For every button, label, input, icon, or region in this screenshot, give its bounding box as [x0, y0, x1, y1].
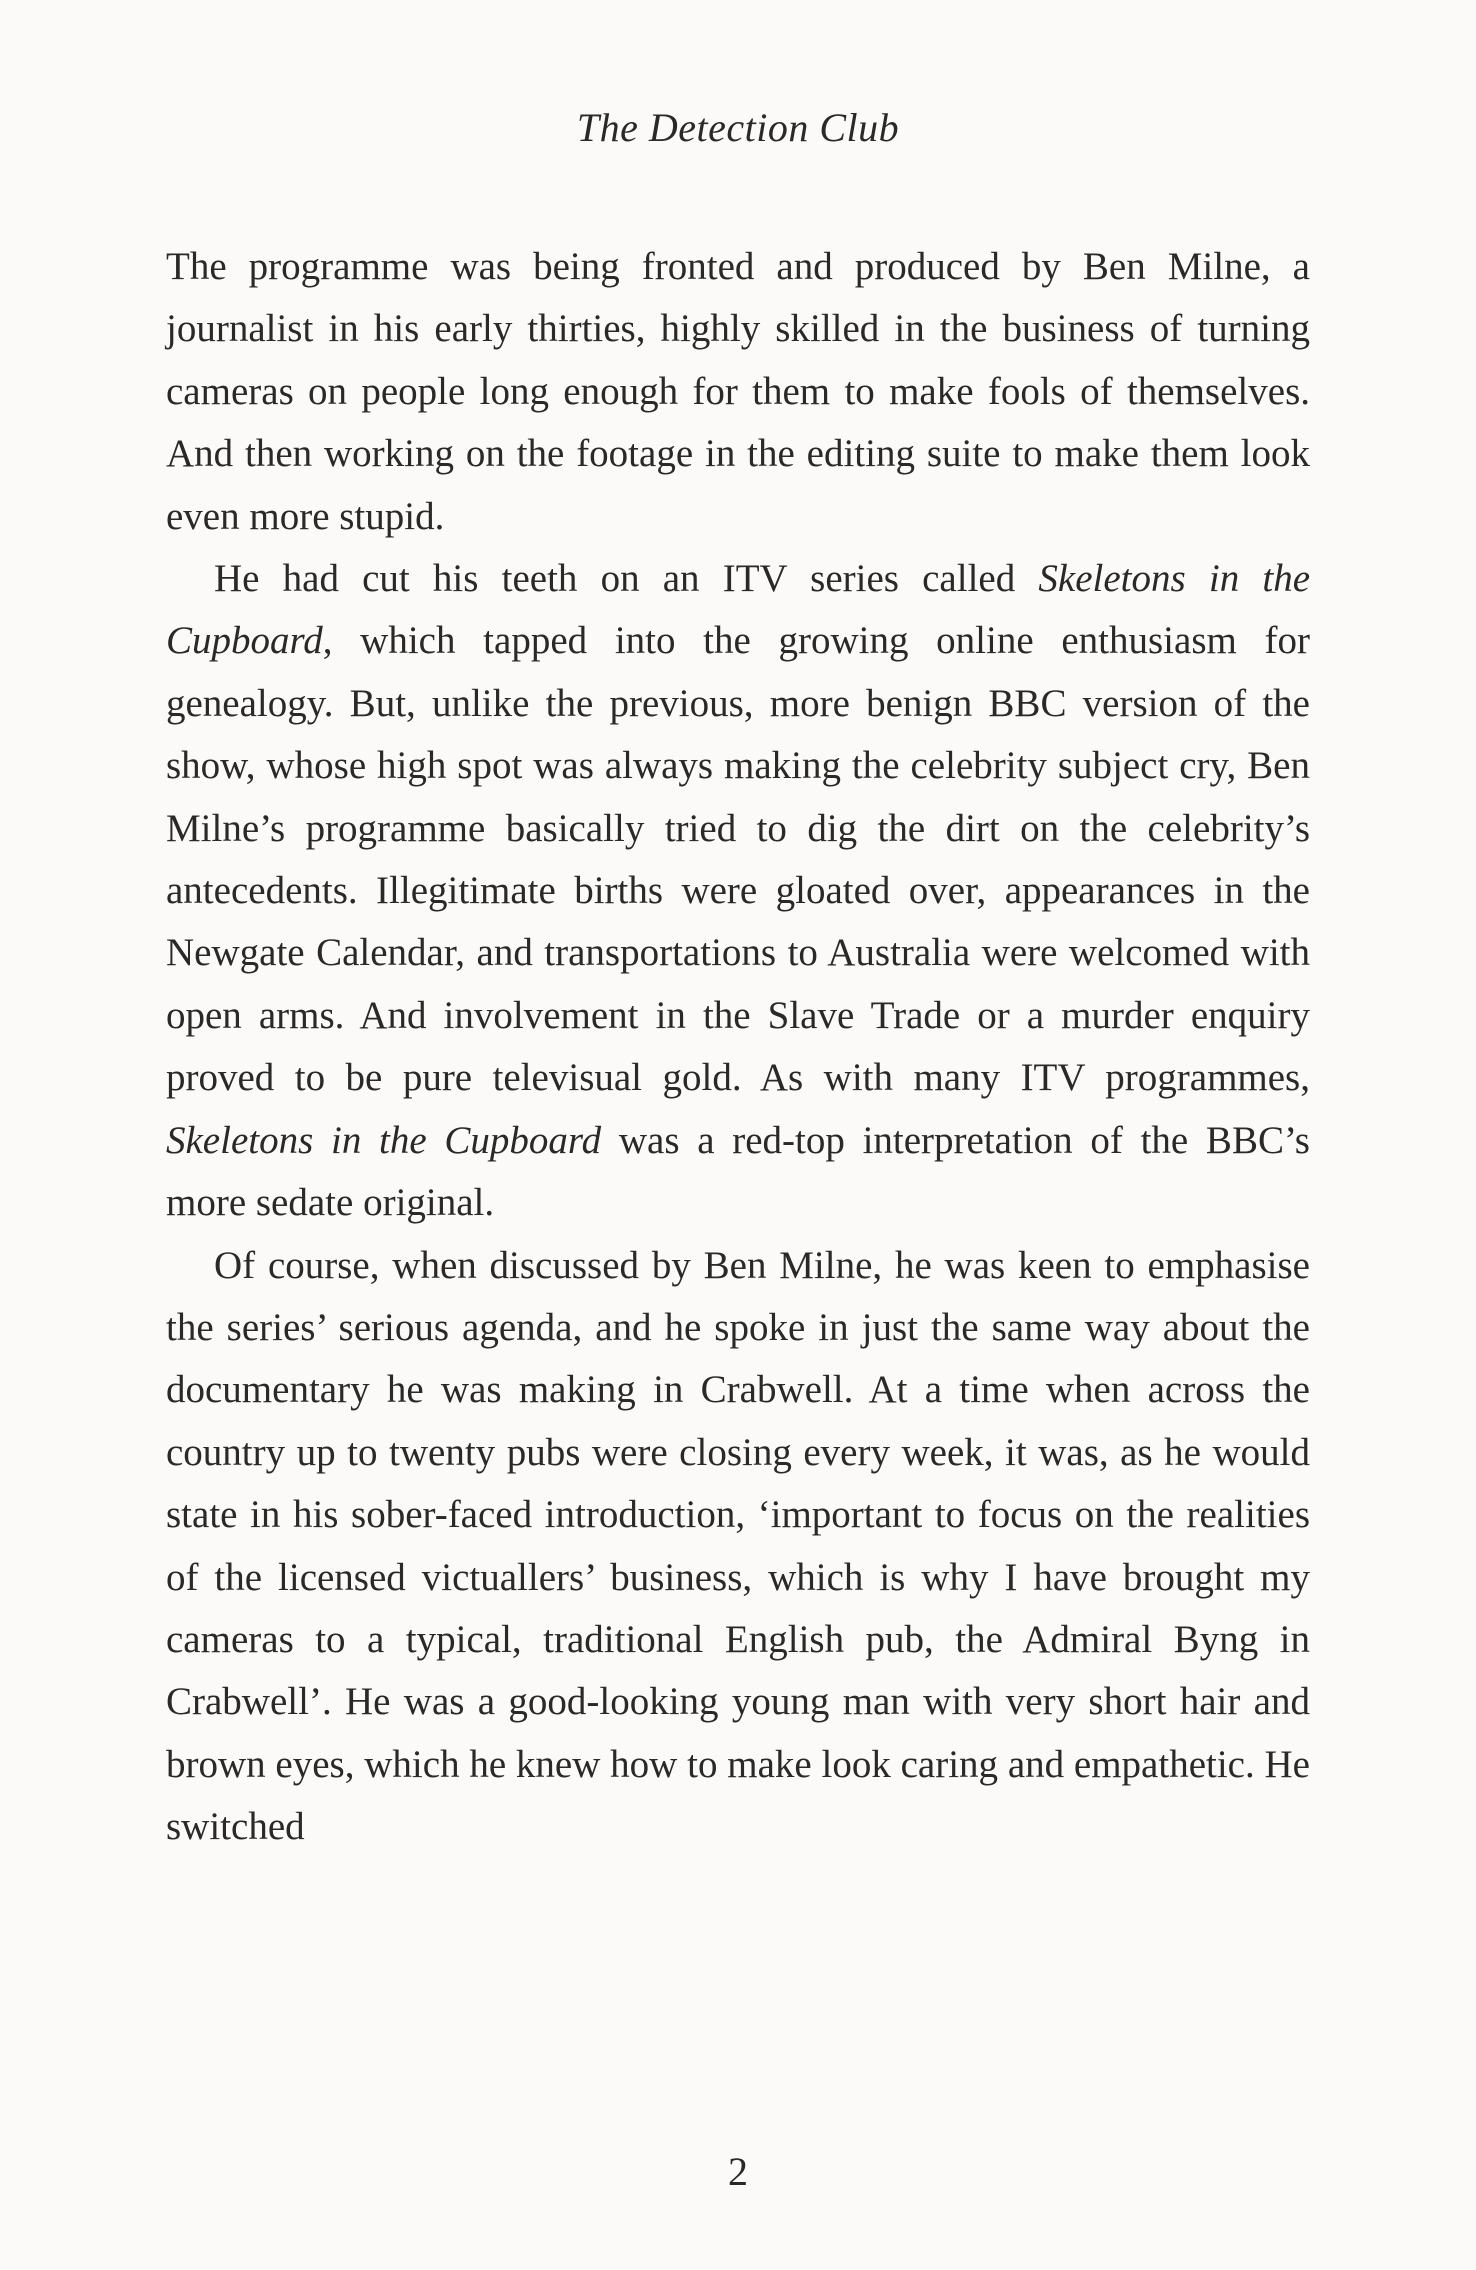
italic-title-run: Skeletons in the Cupboard — [166, 557, 1311, 663]
text-run: was a red-top interpretation of the BBC’s more sedate original. — [166, 1118, 1310, 1225]
text-run: , which tapped into the growing online enthusiasm for genealogy. But, unlike the previous, more benign BBC version of the show, whose high spot was always making the celebrity subject cry, Ben Milne’s programme basically tried to dig the dirt on the celebrity’s antecedents. Illegitimate births were gloated over, appearances in the Newgate Calendar, and transportations to Australia were welcomed with open arms. And involvement in the Slave Trade or a murder enquiry proved to be pure televisual gold. As with many ITV programmes, — [166, 619, 1310, 1100]
text-run: The programme was being fronted and produced by Ben Milne, a journalist in his early thirties, highly skilled in the business of turning cameras on people long enough for them to make fools of themselves. And then working on the footage in the editing suite to make them look even more stupid. — [166, 245, 1310, 538]
paragraph — [166, 548, 1310, 1234]
body-text — [166, 236, 1310, 1859]
running-head: The Detection Club — [576, 105, 900, 150]
text-run: He had cut his teeth on an ITV series called — [214, 557, 1039, 601]
text-run: Of course, when discussed by Ben Milne, he was keen to emphasise the series’ serious agenda, and he spoke in just the same way about the documentary he was making in Crabwell. At a time when across the country up to twenty pubs were closing every week, it was, as he would state in his sober-faced introduction, ‘important to focus on the realities of the licensed victuallers’ business, which is why I have brought my cameras to a typical, traditional English pub, the Admiral Byng in Crabwell’. He was a good-looking young man with very short hair and brown eyes, which he knew how to make look caring and empathetic. He switched — [166, 1243, 1310, 1849]
italic-title-run: Skeletons in the Cupboard — [166, 1118, 602, 1162]
paragraph — [166, 236, 1310, 548]
paragraph — [166, 1235, 1310, 1859]
page-number: 2 — [728, 2149, 748, 2194]
